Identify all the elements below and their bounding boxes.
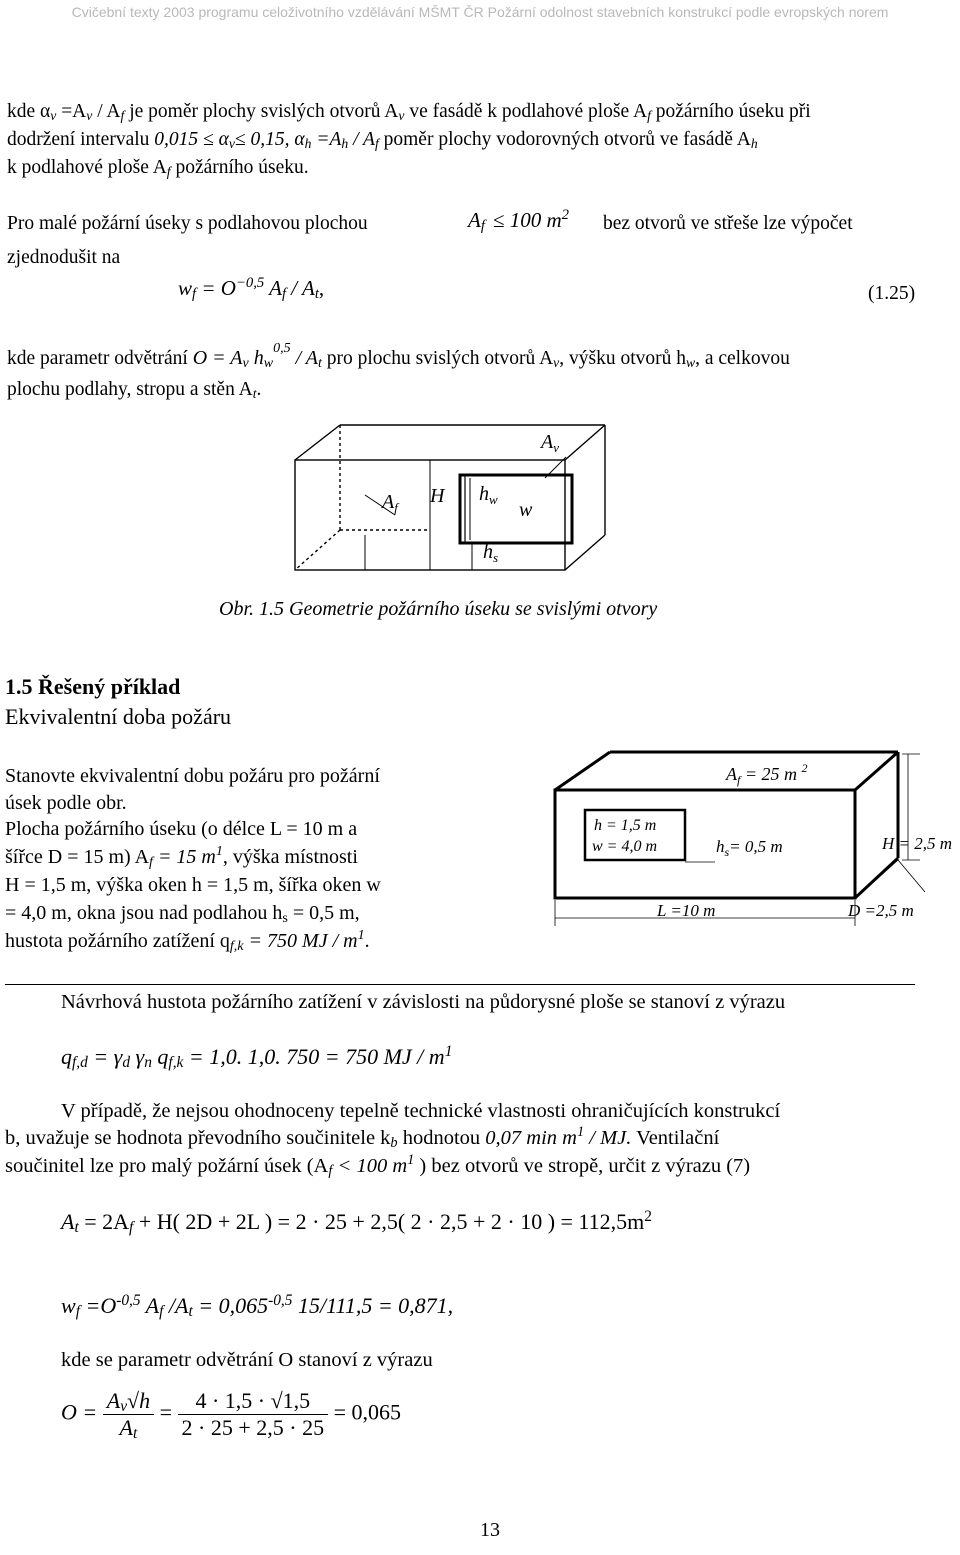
- equation-number: (1.25): [868, 283, 916, 304]
- task-line-1: Stanovte ekvivalentní dobu požáru pro požární: [5, 765, 380, 787]
- label-L: L =10 m: [657, 901, 716, 920]
- example-room-figure: [540, 748, 960, 938]
- page-number: 13: [480, 1519, 500, 1541]
- room-edge-bottom-right: [855, 858, 898, 898]
- dim-D-line: [898, 860, 925, 892]
- section-subtitle: Ekvivalentní doba požáru: [5, 704, 232, 729]
- ventilation-equation: O = $\frac{A_v√h}{A_t}$ = $\frac{4 \cdot 1,5 \cdot √1,5}{2 \cdot 25 + 2,5 \cdot 25}$ = 0,065: [61, 1388, 402, 1442]
- task-line-4: šířce D = 15 m) $A_f = 15$ $m^1$, výška místnosti: [5, 844, 358, 870]
- label-hs: $h_s$: [483, 541, 499, 565]
- label-D: D =2,5 m: [848, 901, 914, 920]
- section-title: 1.5 Řešený příklad: [5, 674, 181, 699]
- label-H: H: [430, 485, 445, 507]
- label-h: h = 1,5 m: [594, 817, 657, 834]
- param-line-2: plochu podlahy, stropu a stěn $A_t$.: [7, 379, 262, 401]
- task-line-6: = 4,0 m, okna jsou nad podlahou $h_s = 0,5$ m,: [5, 902, 360, 926]
- figure-caption: Obr. 1.5 Geometrie požárního úseku se svislými otvory: [219, 598, 658, 620]
- task-line-3: Plocha požárního úseku (o délce L = 10 m a: [5, 818, 358, 840]
- task-line-2: úsek podle obr.: [5, 792, 127, 814]
- label-af: $A_f = 25$ m $^2$: [726, 761, 808, 787]
- page-header: Cvičební texty 2003 programu celoživotního vzdělávání MŠMT ČR Požární odolnost stavebních konstrukcí podle evropských norem: [71, 4, 889, 20]
- intro-line-3: k podlahové ploše $A_f$ požárního úseku.: [7, 157, 309, 179]
- label-hs: $h_s= 0,5$ m: [716, 837, 783, 859]
- task-line-7: hustota požárního zatížení $q_{f,k} = 750$ MJ / $m^1$.: [5, 928, 370, 954]
- intro-line-1: kde $\alpha_v =A_v / A_f$ je poměr plochy svislých otvorů $A_v$ ve fasádě k podlahové ploše $A_f$ požárního úseku při: [7, 101, 811, 123]
- task-line-5: H = 1,5 m, výška oken h = 1,5 m, šířka oken w: [5, 874, 381, 896]
- ventilation-param-text: kde se parametr odvětrání O stanoví z výrazu: [61, 1349, 433, 1371]
- label-w: w = 4,0 m: [592, 838, 658, 855]
- equation-1-25: $w_f = O^{-0,5}$ $A_f / A_t$,: [178, 275, 325, 302]
- label-hw: $h_w$: [479, 483, 498, 507]
- label-af: $A_f$: [382, 491, 398, 515]
- design-density-text: Návrhová hustota požárního zatížení v závislosti na půdorysné ploše se stanoví z výrazu: [61, 991, 786, 1013]
- room-edge-top-right: [855, 752, 898, 790]
- room-hidden-edge-diagonal: [295, 530, 340, 570]
- small-rooms-condition: $A_f \le 100$ $m^2$: [468, 207, 569, 234]
- room-edge-top-left: [555, 752, 610, 790]
- room-edge-top-right: [565, 425, 605, 460]
- intro-line-2: dodržení intervalu $0,015 \le \alpha_v\le 0,15$, $\alpha_h =A_h / A_f$ poměr plochy vodorovných otvorů ve fasádě $A_h$: [7, 129, 758, 151]
- fraction-numeric: $\frac{4 \cdot 1,5 \cdot √1,5}{2 \cdot 25 + 2,5 \cdot 25}$: [178, 1388, 329, 1441]
- window-opening: [460, 475, 572, 543]
- design-density-equation: $q_{f,d} = \gamma_d$ $\gamma_n$ $q_{f,k} = 1,0$. 1,0. 750 = 750 MJ / $m^1$: [61, 1043, 453, 1071]
- label-H: H = 2,5 m: [882, 834, 953, 853]
- wf-equation: $w_f =O^{-0,5}$ $A_f$ $/A_t = 0,065^{-0,5}$ 15/111,5 = 0,871,: [61, 1292, 454, 1320]
- param-line-1: kde parametr odvětrání $O = A_v$ $h_w^{0,5} / A_t$ pro plochu svislých otvorů $A_v$, výšku otvorů $h_w$, a celkovou: [7, 341, 790, 371]
- total-area-equation: $A_t = 2A_f + H$( 2D + 2L ) = 2 · 25 + 2,5( 2 · 2,5 + 2 · 10 ) = $112,5m^2$: [61, 1208, 652, 1236]
- geometry-figure: [290, 420, 610, 580]
- label-av: $A_v$: [541, 431, 559, 455]
- conversion-factor-line-1: V případě, že nejsou ohodnoceny tepelně technické vlastnosti ohraničujících konstrukcí: [61, 1100, 781, 1122]
- room-edge-top-left: [295, 425, 340, 460]
- small-rooms-text-c: zjednodušit na: [7, 247, 121, 268]
- conversion-factor-line-2: b, uvažuje se hodnota převodního součinitele $k_b$ hodnotou 0,07 $\min m^1$ / MJ. Ventilační: [5, 1124, 720, 1151]
- small-rooms-text-a: Pro malé požární úseky s podlahovou plochou: [7, 213, 368, 234]
- conversion-factor-line-3: součinitel lze pro malý požární úsek ($A_f < 100$ $m^1$ ) bez otvorů ve stropě, určit z výrazu (7): [5, 1152, 751, 1179]
- fraction-symbolic: $\frac{A_v√h}{A_t}$: [103, 1388, 154, 1441]
- label-w: w: [519, 499, 533, 521]
- dim-D-extension: [858, 860, 898, 896]
- section-divider: [5, 984, 915, 985]
- small-rooms-text-b: bez otvorů ve střeše lze výpočet: [603, 213, 853, 234]
